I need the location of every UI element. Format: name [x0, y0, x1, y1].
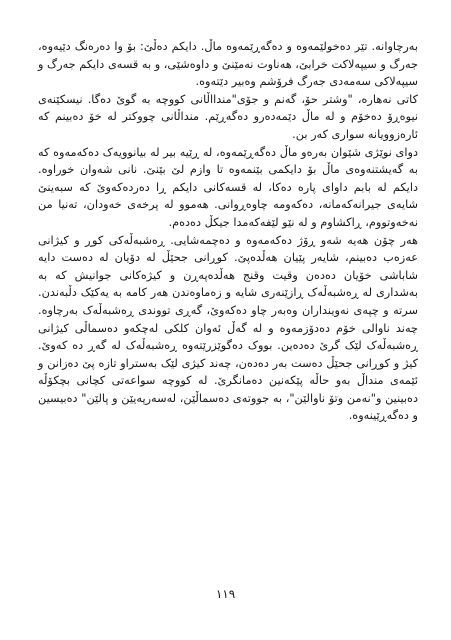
body-text [38, 38, 418, 425]
page-number: ١١٩ [215, 587, 236, 601]
paragraph-3: دوای نوێژی شێوان بەرەو ماڵ دەگەڕێمەوە، لە ڕێیە بیر لە بیانوویەک دەکەمەوە کە بە گەیشتنەوەی ماڵ بۆ دایکمی بێنمەوە تا وازم لێ بێنێ. نانی شەوان خوراوە. دایکم لە بابم داوای پارە دەکا، لە قسەکانی دایکم ڕا دەردەکەوێ کە سبەینێ شایەی جیرانەکەمانە، دەکەومە چاوەڕوانی. هەموو لە پرخەی خەودان، تەنیا من نەخەوتووم، ڕاکشاوم و لە نێو لێفەکەمدا جیکڵ دەدەم. [38, 145, 418, 229]
paragraph-2: کاتی نەهارە، "وشتر حۆ، گەنم و جۆی"مندااڵانی کووچە بە گوێ دەگا. نیسکێنەی نیوەڕۆ دەخۆم و لە ماڵ دێمەدەرو دەگەڕێم. منداڵانی چووکتر لە خۆ دەبینم کە ئارەزوویانە سواری کەر بن. [38, 92, 418, 141]
paragraph-4: هەر چۆن هەیە شەو ڕۆژ دەکەمەوە و دەچمەشایی. ڕەشبەڵەکی کوڕ و کیژانی عەزەب دەبینم، شایەر پێیان هەڵدەپێ. کوڕانی جحێڵ لە دۆیان لە دەست دایە شاباشی خۆیان دەدەن وقیت وقنج هەڵدەپەڕن و کیژەکانی جوانیش کە بە بەشداری لە ڕەشبەڵەک ڕازێنەری شایە و زەماوەندن هەر کامە بە یەکێک دڵبەندن. سرتە و چپەی نەوینداران وەبەر چاو دەکەوێ، گەڕی تووندی ڕەشبەڵەک بەرچاوە. چەند ناوالی خۆم دەدۆزمەوە و لە گەڵ ئەوان کلکی لەچکەو دەسماڵی کیژانی ڕەشبەڵەک لێک گرێ دەدەین. بووک دەگوێزرێتەوە ڕەشبەڵەک لە گەڕ دە کەوێ. کیژ و کوڕانی جحێڵ دەست بەر دەدەن، چەند کیژی لێک بەستراو تازە پێ دەزانن و ئێمەی منداڵ بەو حاڵە پێکەنین دەمانگرێ. لە کووچە سواعەتی کچانی بچکۆڵە دەبینین و"نەمن وتۆ ناوالێن"، بە جووتەی دەسماڵێن، لەسەرپەیێن و پالێن" دەبیسین و دەگەڕێینەوە. [38, 233, 418, 423]
paragraph-1: بەرچاوانە. تێر دەخولێمەوە و دەگەڕێمەوە ماڵ. دایکم دەڵێ: بۆ وا دەرەنگ دێیەوە، جەرگ و سیپەلاکت خرابێ، هەناوت نەمێنێ و داوەشێی، و بە قسەی دایکم جەرگ و سیپەلاکی سەمەدی جەرگ فرۆشم وەبیر دێتەوە. [38, 40, 418, 89]
